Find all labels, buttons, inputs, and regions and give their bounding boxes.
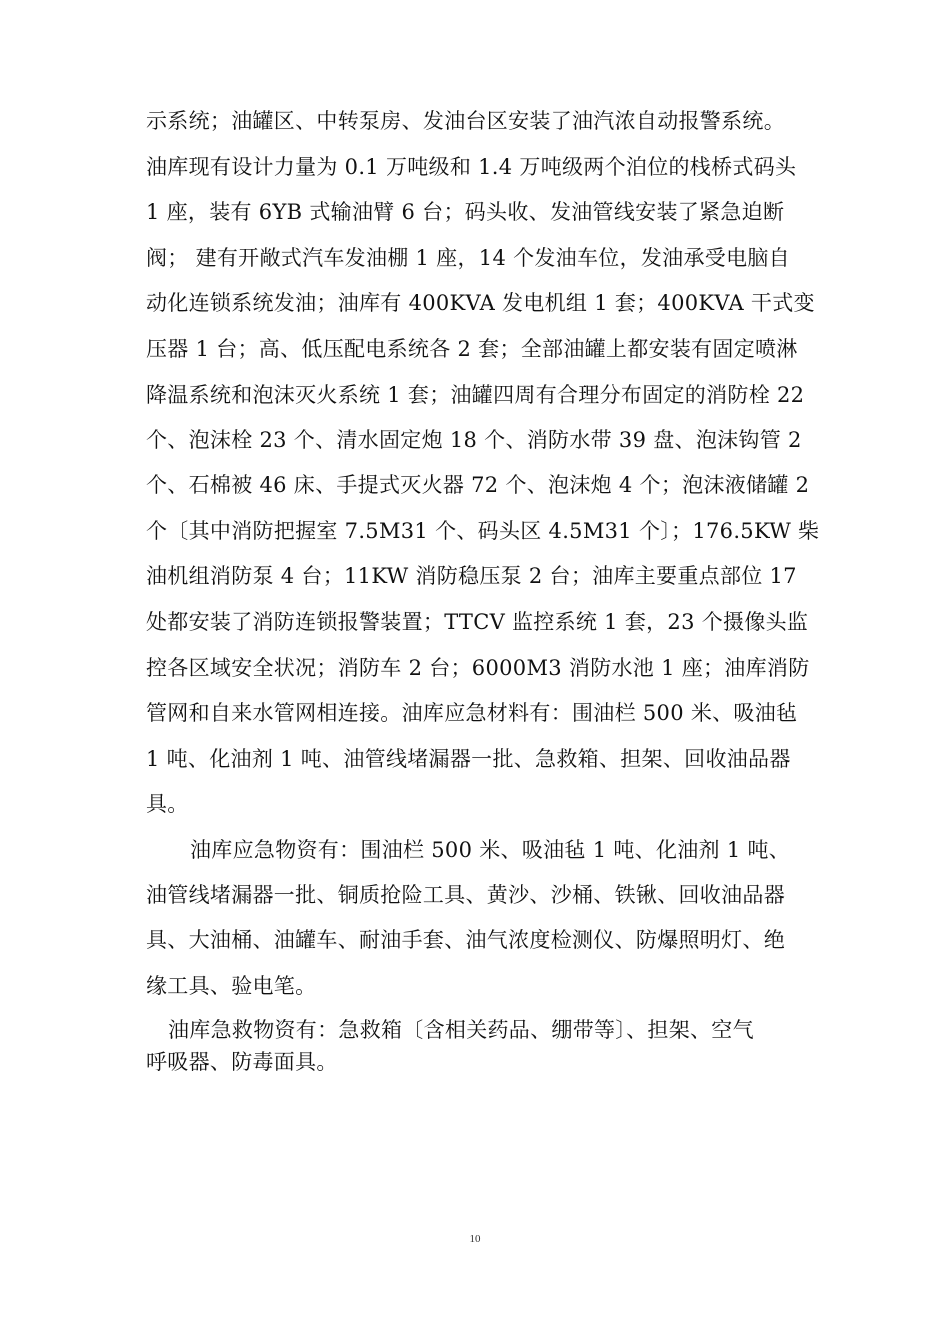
text-line: 油管线堵漏器一批、铜质抢险工具、黄沙、沙桶、铁锹、回收油品器 [146,883,785,907]
text-line: 油库现有设计力量为 0.1 万吨级和 1.4 万吨级两个泊位的栈桥式码头 [146,155,797,179]
text-line: 油机组消防泵 4 台；11KW 消防稳压泵 2 台；油库主要重点部位 17 [146,564,797,588]
text-line: 呼吸器、防毒面具。 [146,1050,338,1074]
text-line: 处都安装了消防连锁报警装置；TTCV 监控系统 1 套，23 个摄像头监 [146,610,809,634]
text-line: 管网和自来水管网相连接。油库应急材料有：围油栏 500 米、吸油毡 [146,701,798,725]
text-line: 个〔其中消防把握室 7.5M31 个、码头区 4.5M31 个〕；176.5KW 柴 [146,519,820,543]
text-line: 1 座，装有 6YB 式输油臂 6 台；码头收、发油管线安装了紧急迫断 [146,200,785,224]
text-line: 个、石棉被 46 床、手提式灭火器 72 个、泡沫炮 4 个；泡沫液储罐 2 [146,473,810,497]
page-number: 10 [469,1233,481,1245]
text-line: 缘工具、验电笔。 [146,974,317,998]
text-line: 控各区域安全状况；消防车 2 台；6000M3 消防水池 1 座；油库消防 [146,656,810,680]
paragraph-first-line: 油库应急物资有：围油栏 500 米、吸油毡 1 吨、化油剂 1 吨、 [190,838,791,862]
paragraph-first-line: 油库急救物资有：急救箱〔含相关药品、绷带等〕、担架、空气 [168,1018,754,1042]
text-line: 压器 1 台；高、低压配电系统各 2 套；全部油罐上都安装有固定喷淋 [146,337,798,361]
text-line: 动化连锁系统发油；油库有 400KVA 发电机组 1 套；400KVA 干式变 [146,291,815,315]
text-line: 个、泡沫栓 23 个、清水固定炮 18 个、消防水带 39 盘、泡沫钩管 2 [146,428,802,452]
text-line: 具、大油桶、油罐车、耐油手套、油气浓度检测仪、防爆照明灯、绝 [146,928,785,952]
text-line: 阀； 建有开敞式汽车发油棚 1 座，14 个发油车位，发油承受电脑自 [146,246,790,270]
text-line: 降温系统和泡沫灭火系统 1 套；油罐四周有合理分布固定的消防栓 22 [146,383,805,407]
text-line: 具。 [146,792,189,816]
text-line: 1 吨、化油剂 1 吨、油管线堵漏器一批、急救箱、担架、回收油品器 [146,747,791,771]
text-line: 示系统；油罐区、中转泵房、发油台区安装了油汽浓自动报警系统。 [146,109,785,133]
